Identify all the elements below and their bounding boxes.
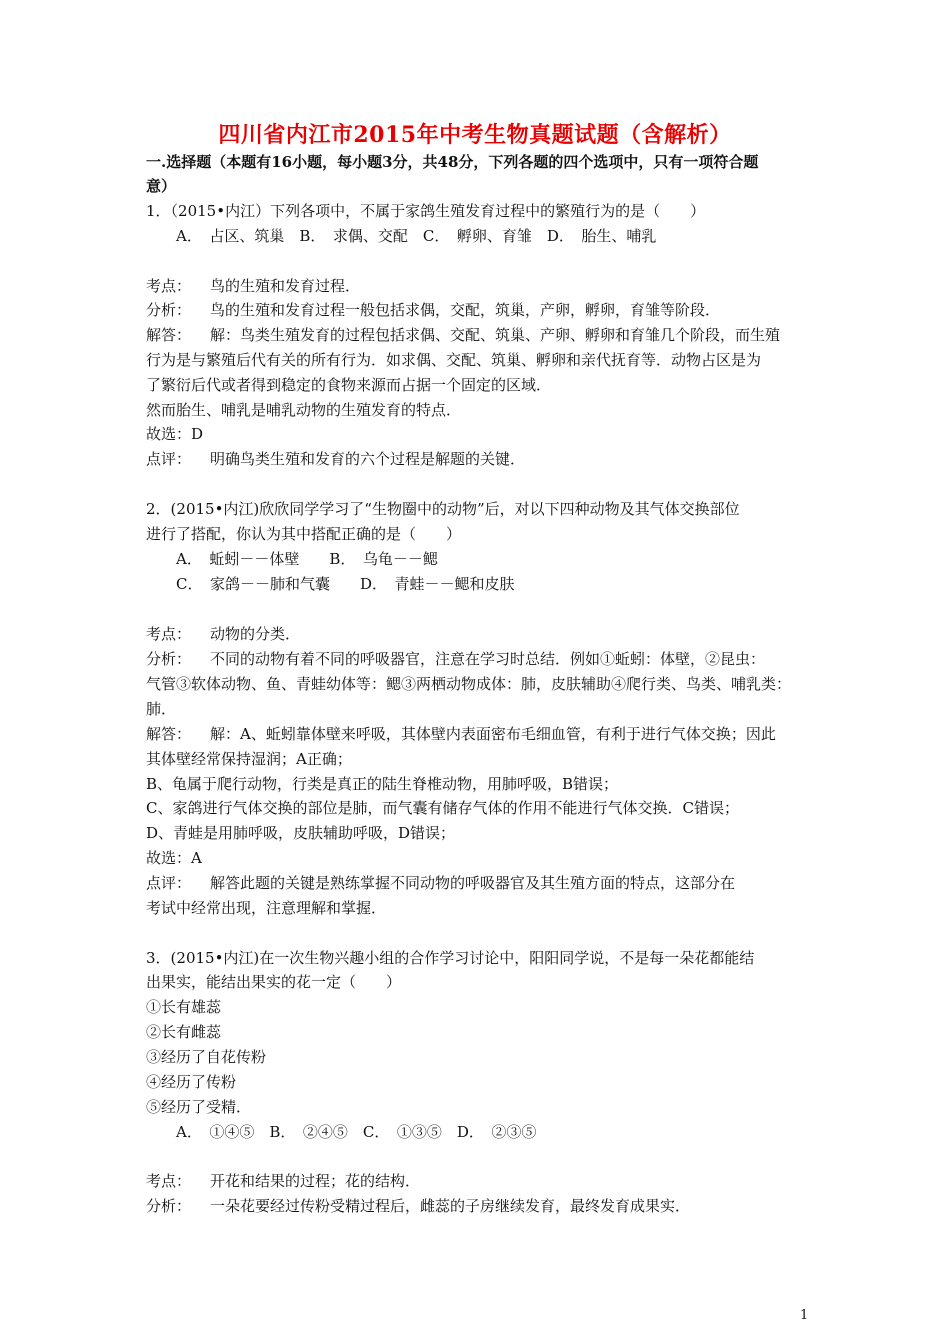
q2-jieda	[146, 724, 776, 744]
q1-kaodian	[146, 276, 360, 296]
q3-item-1: ①长有雄蕊	[146, 998, 222, 1016]
q3-fenxi-label: 分析：	[146, 1197, 192, 1215]
q3-kaodian-label: 考点：	[146, 1172, 192, 1190]
q2-jieda-line-5: D、青蛙是用肺呼吸，皮肤辅助呼吸，D错误；	[146, 824, 456, 842]
q3-item-3: ③经历了自花传粉	[146, 1048, 267, 1066]
q2-jieda-text-1: 解：A、蚯蚓靠体壁来呼吸，其体壁内表面密布毛细血管，有利于进行气体交换；因此	[210, 725, 776, 743]
q3-item-5: ⑤经历了受精．	[146, 1098, 252, 1116]
q3-fenxi-text: 一朵花要经过传粉受精过程后，雌蕊的子房继续发育，最终发育成果实．	[210, 1197, 691, 1215]
q3-item-2: ②长有雌蕊	[146, 1023, 222, 1041]
q2-dianping	[146, 873, 735, 893]
q1-jieda	[146, 325, 780, 345]
q1-fenxi-label: 分析：	[146, 301, 192, 319]
q2-jieda-label: 解答：	[146, 725, 192, 743]
q1-kaodian-text: 鸟的生殖和发育过程．	[210, 277, 361, 295]
q2-kaodian	[146, 624, 300, 644]
q1-jieda-line-4: 然而胎生、哺乳是哺乳动物的生殖发育的特点．	[146, 401, 462, 419]
q1-dianping	[146, 449, 525, 469]
q1-jieda-label: 解答：	[146, 326, 192, 344]
q2-dianping-label: 点评：	[146, 874, 192, 892]
q2-fenxi-line-3: 肺．	[146, 700, 177, 718]
q1-fenxi	[146, 300, 720, 320]
q1-stem: 1．（2015•内江）下列各项中，不属于家鸽生殖发育过程中的繁殖行为的是（ ）	[146, 202, 706, 220]
q1-jieda-text-1: 解：鸟类生殖发育的过程包括求偶、交配、筑巢、产卵、孵卵和育雏几个阶段，而生殖	[210, 326, 781, 344]
q2-fenxi	[146, 649, 765, 669]
q3-item-4: ④经历了传粉	[146, 1073, 237, 1091]
section-header: 一.选择题（本题有16小题，每小题3分，共48分，下列各题的四个选项中，只有一项符合题	[146, 153, 759, 171]
q2-fenxi-text-1: 不同的动物有着不同的呼吸器官，注意在学习时总结．例如①蚯蚓：体壁，②昆虫：	[210, 650, 766, 668]
q1-kaodian-label: 考点：	[146, 277, 192, 295]
q2-answer: 故选：A	[146, 849, 202, 867]
q2-jieda-line-3: B、龟属于爬行动物，行类是真正的陆生脊椎动物，用肺呼吸，B错误；	[146, 775, 619, 793]
q1-options: A． 占区、筑巢 B． 求偶、交配 C． 孵卵、育雏 D． 胎生、哺乳	[176, 227, 657, 245]
q1-jieda-line-3: 了繁衍后代或者得到稳定的食物来源而占据一个固定的区域．	[146, 376, 552, 394]
q2-options-2: C． 家鸽－－肺和气囊 D． 青蛙－－鳃和皮肤	[176, 575, 515, 593]
page-number: 1	[800, 1308, 809, 1323]
q2-kaodian-label: 考点：	[146, 625, 192, 643]
q2-fenxi-line-2: 气管③软体动物、鱼、青蛙幼体等：鳃③两栖动物成体：肺，皮肤辅助④爬行类、鸟类、哺乳类：	[146, 675, 792, 693]
q3-stem-2: 出果实，能结出果实的花一定（ ）	[146, 973, 402, 991]
q1-dianping-text: 明确鸟类生殖和发育的六个过程是解题的关键．	[210, 450, 526, 468]
q3-kaodian-text: 开花和结果的过程；花的结构．	[210, 1172, 421, 1190]
q1-jieda-line-2: 行为是与繁殖后代有关的所有行为．如求偶、交配、筑巢、孵卵和亲代抚育等．动物占区是为	[146, 351, 762, 369]
section-header-cont: 意）	[146, 177, 177, 195]
q2-stem-1: 2．(2015•内江)欣欣同学学习了“生物圈中的动物”后，对以下四种动物及其气体交换部位	[146, 500, 740, 518]
q3-fenxi	[146, 1196, 690, 1216]
q2-dianping-line-2: 考试中经常出现，注意理解和掌握．	[146, 899, 387, 917]
q1-dianping-label: 点评：	[146, 450, 192, 468]
q2-stem-2: 进行了搭配，你认为其中搭配正确的是（ ）	[146, 525, 462, 543]
q1-fenxi-text: 鸟的生殖和发育过程一般包括求偶，交配，筑巢，产卵，孵卵，育雏等阶段．	[210, 301, 721, 319]
q1-answer: 故选：D	[146, 425, 204, 443]
q3-stem-1: 3．(2015•内江)在一次生物兴趣小组的合作学习讨论中，阳阳同学说，不是每一朵花都能结	[146, 949, 755, 967]
q3-options: A． ①④⑤ B． ②④⑤ C． ①③⑤ D． ②③⑤	[176, 1123, 537, 1141]
q2-dianping-text-1: 解答此题的关键是熟练掌握不同动物的呼吸器官及其生殖方面的特点，这部分在	[210, 874, 736, 892]
q2-kaodian-text: 动物的分类．	[210, 625, 301, 643]
q2-jieda-line-2: 其体壁经常保持湿润；A正确；	[146, 750, 352, 768]
q2-jieda-line-4: C、家鸽进行气体交换的部位是肺，而气囊有储存气体的作用不能进行气体交换．C错误；	[146, 799, 739, 817]
page-title: 四川省内江市2015年中考生物真题试题（含解析）	[218, 122, 732, 148]
q2-options-1: A． 蚯蚓－－体壁 B． 乌龟－－鳃	[176, 550, 438, 568]
q2-fenxi-label: 分析：	[146, 650, 192, 668]
q3-kaodian	[146, 1171, 420, 1191]
